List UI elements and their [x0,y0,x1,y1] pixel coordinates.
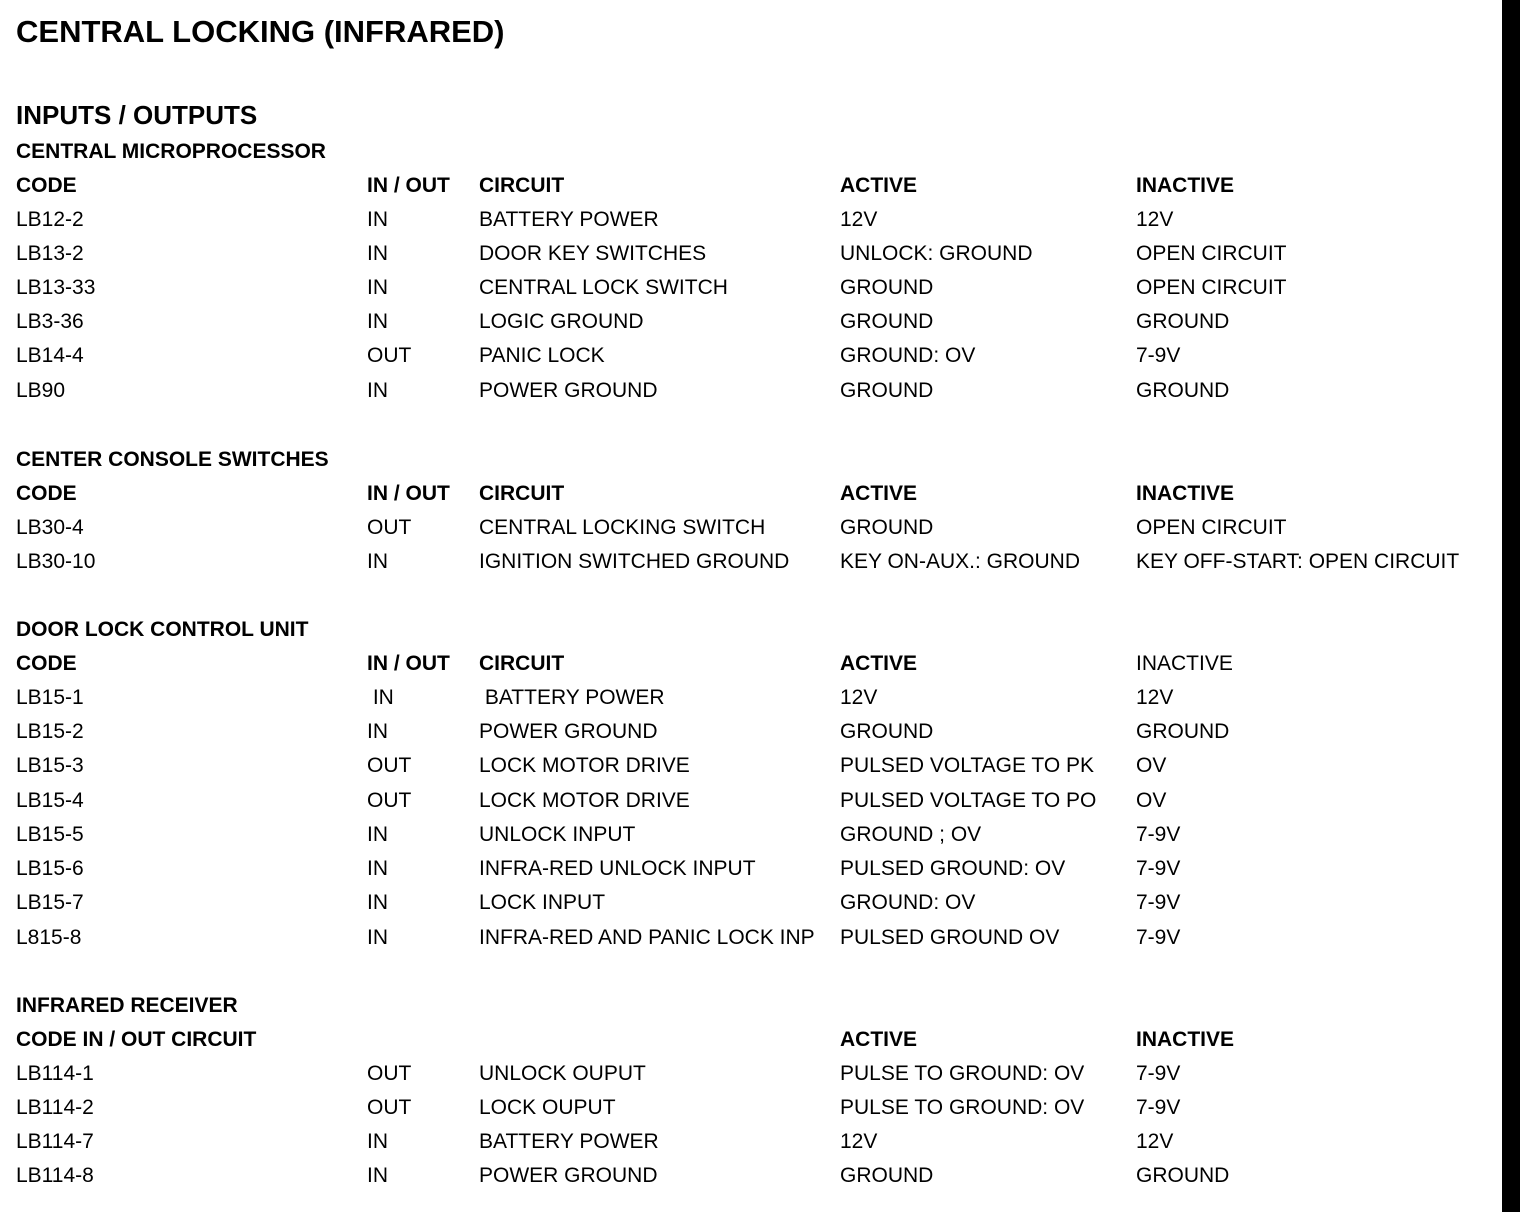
table-row [0,1130,1500,1164]
cell-active: PULSED GROUND OV [840,926,1060,949]
table-row [0,516,1500,550]
cell-inactive: GROUND [1136,310,1230,333]
cell-io: IN [367,310,388,333]
cell-io: OUT [367,1062,412,1085]
cell-active: GROUND: OV [840,891,976,914]
cell-active: PULSED VOLTAGE TO PO [840,789,1097,812]
section-heading-door-lock-control-unit: DOOR LOCK CONTROL UNIT [16,618,309,641]
cell-inactive: GROUND [1136,720,1230,743]
cell-io: IN [367,208,388,231]
cell-active: PULSE TO GROUND: OV [840,1062,1085,1085]
header-code: CODE [16,652,77,675]
page-subtitle: INPUTS / OUTPUTS [16,100,258,130]
cell-inactive: 7-9V [1136,1062,1181,1085]
cell-code: LB15-7 [16,891,84,914]
cell-circuit: PANIC LOCK [479,344,605,367]
header-inactive: INACTIVE [1136,482,1235,505]
cell-inactive: 7-9V [1136,823,1181,846]
cell-io: IN [367,379,388,402]
cell-io: IN [367,720,388,743]
header-active: ACTIVE [840,1028,918,1051]
cell-inactive: OPEN CIRCUIT [1136,516,1287,539]
header-circuit: CIRCUIT [479,174,565,197]
cell-circuit: BATTERY POWER [479,208,659,231]
cell-code: LB114-7 [16,1130,94,1153]
table-row [0,686,1500,720]
cell-active: GROUND [840,720,934,743]
cell-inactive: OPEN CIRCUIT [1136,242,1287,265]
cell-code: LB15-5 [16,823,84,846]
cell-circuit: LOGIC GROUND [479,310,644,333]
cell-circuit: CENTRAL LOCKING SWITCH [479,516,766,539]
cell-inactive: 7-9V [1136,926,1181,949]
page-title: CENTRAL LOCKING (INFRARED) [16,14,505,49]
cell-io: OUT [367,1096,412,1119]
cell-inactive: GROUND [1136,379,1230,402]
cell-active: GROUND [840,310,934,333]
table-row [0,857,1500,891]
cell-code: LB30-10 [16,550,96,573]
cell-active: KEY ON-AUX.: GROUND [840,550,1080,573]
cell-circuit: INFRA-RED AND PANIC LOCK INP [479,926,815,949]
cell-io: IN [367,926,388,949]
cell-code: LB14-4 [16,344,84,367]
cell-io: IN [367,1164,388,1187]
table-row [0,926,1500,960]
cell-circuit: POWER GROUND [479,1164,658,1187]
cell-io: IN [367,242,388,265]
cell-inactive: 12V [1136,686,1174,709]
table-row [0,1096,1500,1130]
cell-active: 12V [840,1130,878,1153]
cell-code: LB114-1 [16,1062,94,1085]
table-row [0,208,1500,242]
cell-io: IN [367,276,388,299]
cell-active: 12V [840,208,878,231]
cell-active: UNLOCK: GROUND [840,242,1033,265]
table-row [0,823,1500,857]
page-edge-bar [1502,0,1520,1212]
cell-code: LB30-4 [16,516,84,539]
table-row [0,789,1500,823]
header-code: CODE [16,482,77,505]
cell-active: GROUND [840,516,934,539]
cell-active: GROUND [840,1164,934,1187]
cell-inactive: KEY OFF-START: OPEN CIRCUIT [1136,550,1460,573]
cell-circuit: POWER GROUND [479,379,658,402]
cell-io: IN [367,891,388,914]
cell-code: LB13-2 [16,242,84,265]
cell-circuit: DOOR KEY SWITCHES [479,242,707,265]
cell-circuit: BATTERY POWER [479,686,665,709]
cell-active: GROUND: OV [840,344,976,367]
cell-code: LB15-2 [16,720,84,743]
table-row [0,276,1500,310]
cell-code: LB15-4 [16,789,84,812]
cell-inactive: 12V [1136,1130,1174,1153]
cell-circuit: LOCK INPUT [479,891,606,914]
header-circuit: CIRCUIT [479,482,565,505]
table-header-row [0,482,1500,516]
cell-circuit: CENTRAL LOCK SWITCH [479,276,728,299]
cell-io: IN [367,857,388,880]
header-io: IN / OUT [367,482,450,505]
cell-inactive: OV [1136,789,1167,812]
table-row [0,550,1500,584]
cell-code: LB114-2 [16,1096,94,1119]
section-heading-center-console-switches: CENTER CONSOLE SWITCHES [16,448,329,471]
cell-io: OUT [367,516,412,539]
cell-io: IN [367,1130,388,1153]
cell-circuit: UNLOCK OUPUT [479,1062,646,1085]
header-io: IN / OUT [367,652,450,675]
header-inactive: INACTIVE [1136,174,1235,197]
cell-code: LB13-33 [16,276,96,299]
cell-active: PULSED GROUND: OV [840,857,1066,880]
cell-code: LB114-8 [16,1164,94,1187]
cell-circuit: LOCK MOTOR DRIVE [479,789,690,812]
section-heading-infrared-receiver: INFRARED RECEIVER [16,994,238,1017]
table-header-row [0,174,1500,208]
header-code-io-circuit: CODE IN / OUT CIRCUIT [16,1028,257,1051]
cell-active: PULSE TO GROUND: OV [840,1096,1085,1119]
cell-circuit: INFRA-RED UNLOCK INPUT [479,857,756,880]
header-code: CODE [16,174,77,197]
cell-code: LB90 [16,379,66,402]
table-row [0,891,1500,925]
cell-circuit: BATTERY POWER [479,1130,659,1153]
table-row [0,1164,1500,1198]
header-io: IN / OUT [367,174,450,197]
cell-code: LB3-36 [16,310,84,333]
cell-active: GROUND [840,379,934,402]
cell-circuit: IGNITION SWITCHED GROUND [479,550,790,573]
header-active: ACTIVE [840,652,918,675]
cell-active: PULSED VOLTAGE TO PK [840,754,1095,777]
table-row [0,379,1500,413]
cell-code: LB15-3 [16,754,84,777]
cell-io: IN [367,550,388,573]
table-header-row [0,652,1500,686]
cell-circuit: UNLOCK INPUT [479,823,636,846]
header-circuit: CIRCUIT [479,652,565,675]
cell-code: LB12-2 [16,208,84,231]
cell-code: LB15-1 [16,686,84,709]
header-inactive: INACTIVE [1136,1028,1235,1051]
cell-code: LB15-6 [16,857,84,880]
table-row [0,754,1500,788]
cell-inactive: GROUND [1136,1164,1230,1187]
table-header-row [0,1028,1500,1062]
cell-inactive: 7-9V [1136,1096,1181,1119]
cell-active: GROUND ; OV [840,823,982,846]
cell-circuit: LOCK OUPUT [479,1096,616,1119]
cell-circuit: POWER GROUND [479,720,658,743]
cell-inactive: OV [1136,754,1167,777]
cell-inactive: 7-9V [1136,344,1181,367]
cell-inactive: OPEN CIRCUIT [1136,276,1287,299]
cell-inactive: 12V [1136,208,1174,231]
header-active: ACTIVE [840,174,918,197]
table-row [0,242,1500,276]
table-row [0,310,1500,344]
header-active: ACTIVE [840,482,918,505]
table-row [0,720,1500,754]
cell-inactive: 7-9V [1136,891,1181,914]
cell-io: IN [367,823,388,846]
cell-circuit: LOCK MOTOR DRIVE [479,754,690,777]
cell-io: OUT [367,754,412,777]
header-inactive: INACTIVE [1136,652,1233,675]
cell-code: L815-8 [16,926,82,949]
cell-active: GROUND [840,276,934,299]
cell-active: 12V [840,686,878,709]
cell-inactive: 7-9V [1136,857,1181,880]
cell-io: OUT [367,344,412,367]
cell-io: OUT [367,789,412,812]
cell-io: IN [367,686,394,709]
table-row [0,1062,1500,1096]
section-heading-central-microprocessor: CENTRAL MICROPROCESSOR [16,140,326,163]
table-row [0,344,1500,378]
